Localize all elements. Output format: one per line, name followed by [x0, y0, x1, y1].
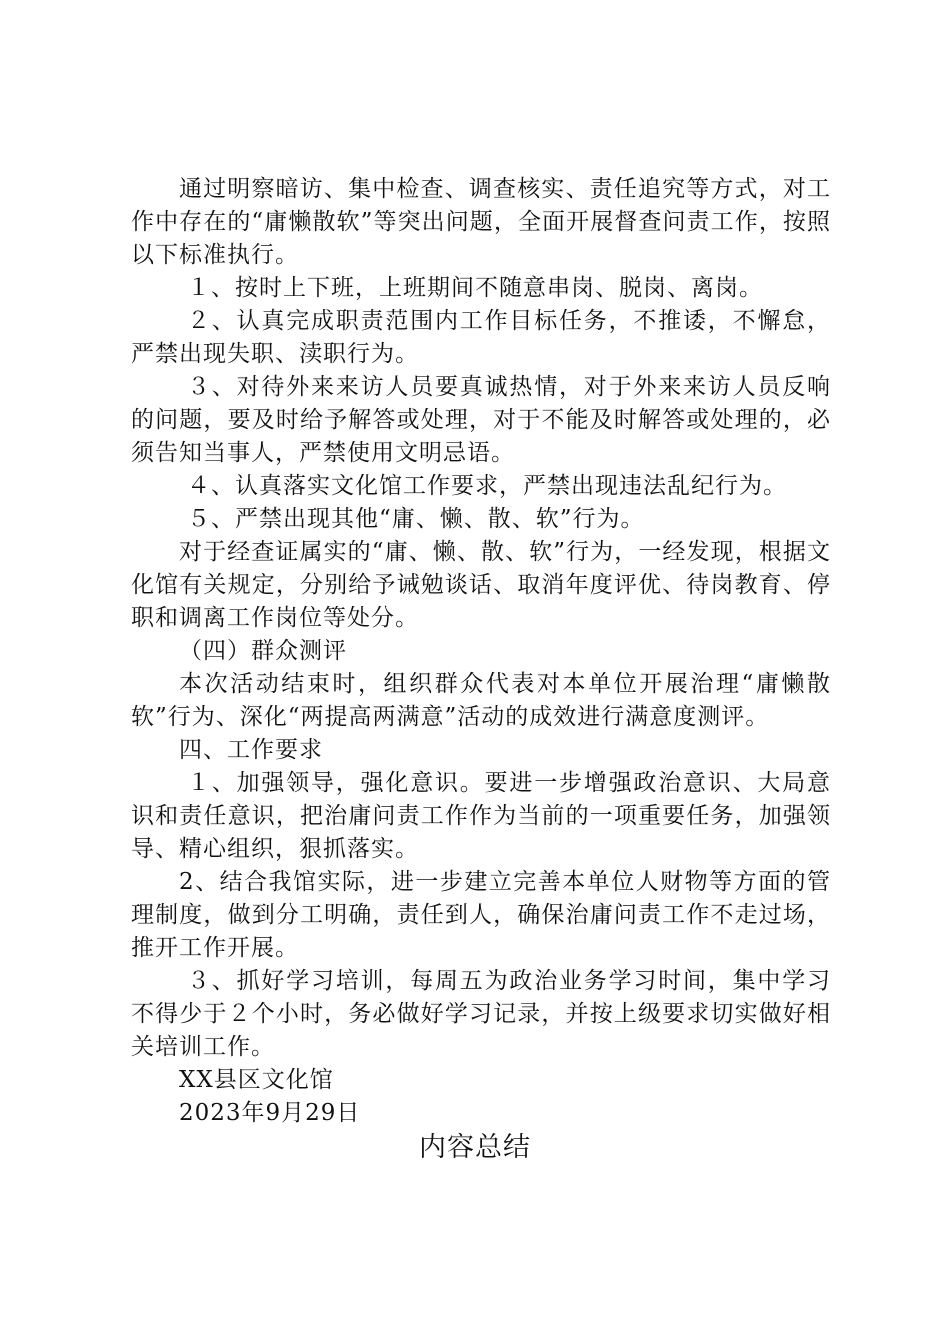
- requirement-item-1: １、加强领导，强化意识。要进一步增强政治意识、大局意识和责任意识，把治庸问责工作作为当前的一项重要任务，加强领导、精心组织，狠抓落实。: [131, 770, 831, 862]
- section-heading-work-requirements: 四、工作要求: [179, 737, 323, 763]
- standard-item-1: １、按时上下班，上班期间不随意串岗、脱岗、离岗。: [187, 275, 763, 301]
- signature-date: 2023年9月29日: [179, 1100, 361, 1126]
- standard-item-2: ２、认真完成职责范围内工作目标任务，不推诿，不懈怠，严禁出现失职、渎职行为。: [131, 308, 831, 367]
- standard-item-4: ４、认真落实文化馆工作要求，严禁出现违法乱纪行为。: [187, 473, 787, 499]
- signature-org: XX县区文化馆: [179, 1067, 334, 1093]
- penalty-paragraph: 对于经查证属实的“庸、懒、散、软”行为，一经发现，根据文化馆有关规定，分别给予诫勉谈话、取消年度评优、待岗教育、停职和调离工作岗位等处分。: [131, 539, 831, 631]
- evaluation-paragraph: 本次活动结束时，组织群众代表对本单位开展治理“庸懒散软”行为、深化“两提高两满意”活动的成效进行满意度测评。: [131, 671, 831, 730]
- document-body: [131, 173, 831, 1130]
- summary-title: 内容总结: [419, 1132, 531, 1163]
- section-heading-public-evaluation: （四）群众测评: [179, 638, 347, 664]
- standard-item-3: ３、对待外来来访人员要真诚热情，对于外来来访人员反响的问题，要及时给予解答或处理，对于不能及时解答或处理的，必须告知当事人，严禁使用文明忌语。: [131, 374, 831, 466]
- requirement-item-3: ３、抓好学习培训，每周五为政治业务学习时间，集中学习不得少于２个小时，务必做好学习记录，并按上级要求切实做好相关培训工作。: [131, 968, 831, 1060]
- requirement-item-2: 2、结合我馆实际，进一步建立完善本单位人财物等方面的管理制度，做到分工明确，责任到人，确保治庸问责工作不走过场，推开工作开展。: [131, 869, 831, 961]
- intro-paragraph: 通过明察暗访、集中检查、调查核实、责任追究等方式，对工作中存在的“庸懒散软”等突出问题，全面开展督查问责工作，按照以下标准执行。: [131, 176, 831, 268]
- standard-item-5: ５、严禁出现其他“庸、懒、散、软”行为。: [187, 506, 645, 532]
